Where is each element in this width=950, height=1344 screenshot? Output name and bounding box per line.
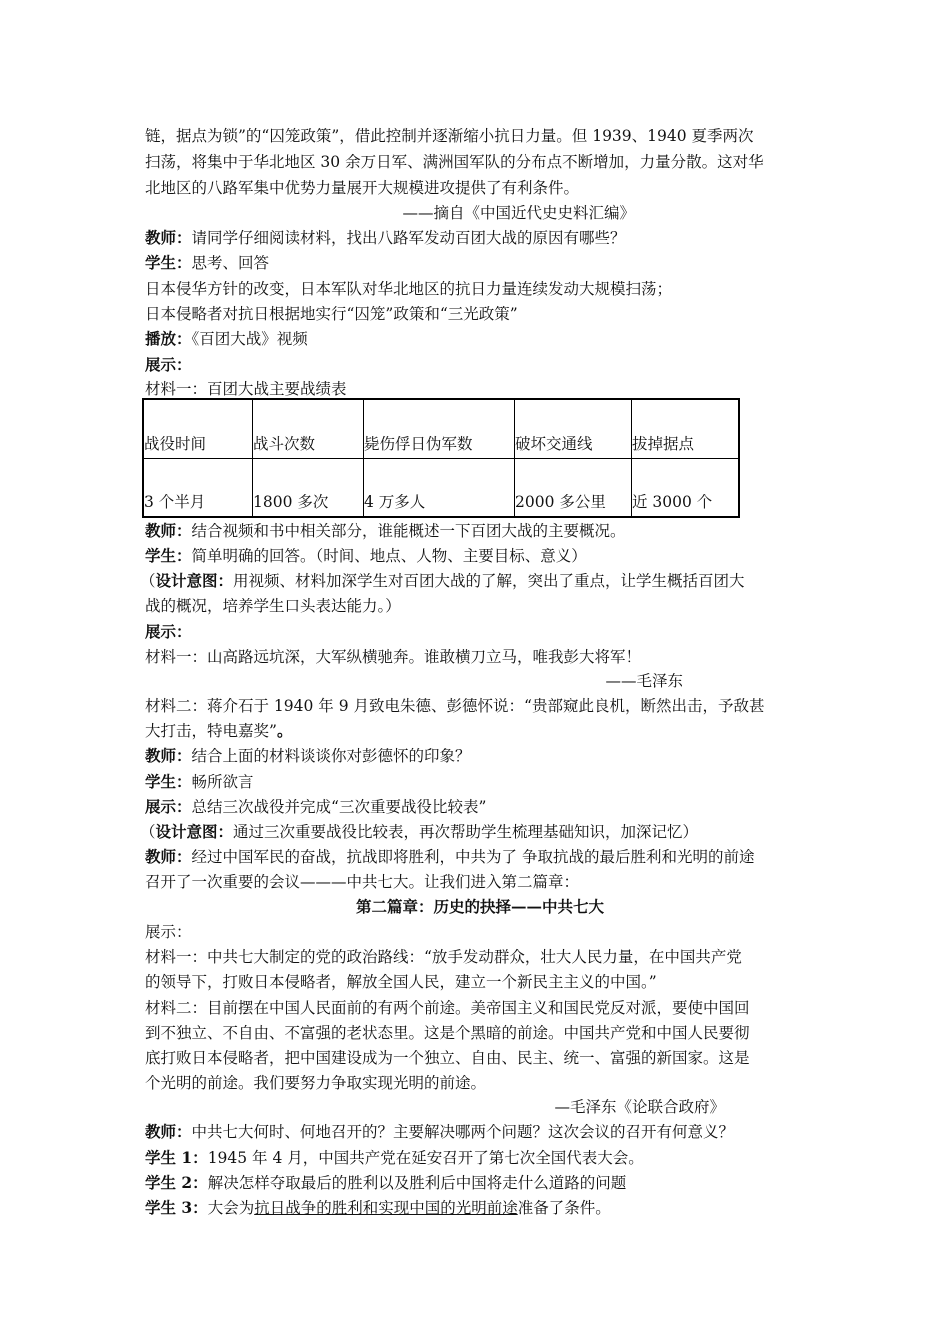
underlined-text: 抗日战争的胜利和实现中国的光明前途 (254, 1199, 518, 1217)
speech-text: 结合上面的材料谈谈你对彭德怀的印象？ (191, 747, 471, 765)
table-cell: 近 3000 个 (632, 458, 740, 517)
paren: （ (140, 572, 156, 590)
answer-line: 日本侵华方针的改变，日本军队对华北地区的抗日力量连续发动大规模扫荡； (145, 280, 673, 298)
table-header-cell: 战斗次数 (253, 399, 364, 458)
speaker-label: 播放： (145, 329, 192, 348)
speaker-label: 教师： (145, 847, 192, 866)
speech-text: 经过中国军民的奋战，抗战即将胜利，中共为了 争取抗战的最后胜利和光明的前途 (191, 848, 755, 866)
play-line (145, 329, 815, 349)
design-intent-line (140, 822, 810, 842)
design-intent-line: 战的概况，培养学生口头表达能力。） (145, 597, 401, 615)
show-label: 展示： (145, 923, 192, 941)
teacher-line (145, 746, 815, 766)
table-cell: 1800 多次 (253, 458, 364, 517)
material-line: 的领导下，打败日本侵略者，解放全国人民，建立一个新民主主义的中国。” (145, 973, 657, 991)
student-line (145, 1148, 815, 1168)
student-line (145, 1198, 815, 1218)
table-row (143, 458, 739, 517)
material-line: 底打败日本侵略者，把中国建设成为一个独立、自由、民主、统一、富强的新国家。这是 (145, 1049, 750, 1067)
speaker-label: 教师： (145, 521, 192, 540)
source-citation: ——毛泽东 (605, 672, 683, 690)
table-cell: 4 万多人 (364, 458, 515, 517)
speaker-label: 学生 1： (145, 1148, 208, 1167)
student-line (145, 546, 815, 566)
speaker-label: 教师： (145, 746, 192, 765)
material-text: 大打击，特电嘉奖” (145, 722, 277, 740)
student-line (145, 1173, 815, 1193)
table-row (143, 399, 739, 458)
paragraph-line: 扫荡，将集中于华北地区 30 余万日军、满洲国军队的分布点不断增加，力量分散。这对华 (145, 153, 764, 171)
student-line (145, 772, 815, 792)
table-cell: 2000 多公里 (515, 458, 632, 517)
material-line: 材料一：中共七大制定的党的政治路线：“放手发动群众，壮大人民力量，在中国共产党 (145, 948, 742, 966)
speech-text: 解决怎样夺取最后的胜利以及胜利后中国将走什么道路的问题 (207, 1174, 627, 1192)
answer-line: 日本侵略者对抗日根据地实行“囚笼”政策和“三光政策” (145, 305, 518, 323)
teacher-line (145, 847, 815, 867)
speech-text: 畅所欲言 (191, 773, 254, 791)
paragraph-line: 链，据点为锁”的“囚笼政策”，借此控制并逐渐缩小抗日力量。但 1939、1940 夏季两次 (145, 127, 754, 145)
material-line: 材料一：山高路远坑深，大军纵横驰奔。谁敢横刀立马，唯我彭大将军！ (145, 648, 642, 666)
student-line (145, 253, 815, 273)
speaker-label: 学生 3： (145, 1198, 208, 1217)
speaker-label: 学生： (145, 772, 192, 791)
chapter-title: 第二篇章：历史的抉择——中共七大 (355, 897, 604, 916)
speech-text: 简单明确的回答。（时间、地点、人物、主要目标、意义） (191, 547, 587, 565)
speaker-label: 学生 2： (145, 1173, 208, 1192)
speech-text: 大会为 (207, 1199, 255, 1217)
paragraph-line: 北地区的八路军集中优势力量展开大规模进攻提供了有利条件。 (145, 179, 580, 197)
material-title: 材料一：百团大战主要战绩表 (145, 380, 347, 398)
design-intent-label: 设计意图： (155, 822, 234, 841)
speech-text: 请同学仔细阅读材料，找出八路军发动百团大战的原因有哪些？ (191, 229, 626, 247)
material-line: 到不独立、不自由、不富强的老状态里。这是个黑暗的前途。中国共产党和中国人民要彻 (145, 1024, 750, 1042)
design-intent-line (140, 571, 810, 591)
design-intent-text: 用视频、材料加深学生对百团大战的了解，突出了重点，让学生概括百团大 (233, 572, 745, 590)
teacher-line (145, 1122, 815, 1142)
show-line (145, 797, 815, 817)
table-header-cell: 毙伤俘日伪军数 (364, 399, 515, 458)
table-header-cell: 破坏交通线 (515, 399, 632, 458)
teacher-line: 召开了一次重要的会议———中共七大。让我们进入第二篇章： (145, 873, 580, 891)
punctuation: 。 (276, 721, 293, 740)
speech-text: 中共七大何时、何地召开的？主要解决哪两个问题？这次会议的召开有何意义？ (191, 1123, 735, 1141)
table-header-cell: 拔掉据点 (632, 399, 740, 458)
teacher-line (145, 521, 815, 541)
teacher-line (145, 228, 815, 248)
speech-text: 1945 年 4 月，中国共产党在延安召开了第七次全国代表大会。 (207, 1149, 644, 1167)
design-intent-label: 设计意图： (155, 571, 234, 590)
speaker-label: 学生： (145, 546, 192, 565)
source-citation: —毛泽东《论联合政府》 (554, 1098, 725, 1116)
table-header-cell: 战役时间 (143, 399, 253, 458)
speech-text: 总结三次战役并完成“三次重要战役比较表” (191, 798, 487, 816)
material-line (145, 721, 815, 741)
speech-text: 准备了条件。 (517, 1199, 611, 1217)
speaker-label: 展示： (145, 797, 192, 816)
paren: （ (140, 823, 156, 841)
source-citation: ——摘自《中国近代史史料汇编》 (402, 204, 635, 222)
material-line: 材料二：目前摆在中国人民面前的有两个前途。美帝国主义和国民党反对派，要使中国回 (145, 999, 750, 1017)
show-label: 展示： (145, 355, 192, 374)
speaker-label: 教师： (145, 228, 192, 247)
table-cell: 3 个半月 (143, 458, 253, 517)
speech-text: 结合视频和书中相关部分，谁能概述一下百团大战的主要概况。 (191, 522, 626, 540)
speech-text: 思考、回答 (191, 254, 270, 272)
speech-text: 《百团大战》视频 (191, 330, 308, 348)
speaker-label: 教师： (145, 1122, 192, 1141)
material-line: 材料二：蒋介石于 1940 年 9 月致电朱德、彭德怀说：“贵部窥此良机，断然出击，予敌甚 (145, 697, 765, 715)
show-label: 展示： (145, 622, 192, 641)
design-intent-text: 通过三次重要战役比较表，再次帮助学生梳理基础知识，加深记忆） (233, 823, 699, 841)
battle-record-table (142, 398, 740, 518)
material-line: 个光明的前途。我们要努力争取实现光明的前途。 (145, 1074, 487, 1092)
speaker-label: 学生： (145, 253, 192, 272)
